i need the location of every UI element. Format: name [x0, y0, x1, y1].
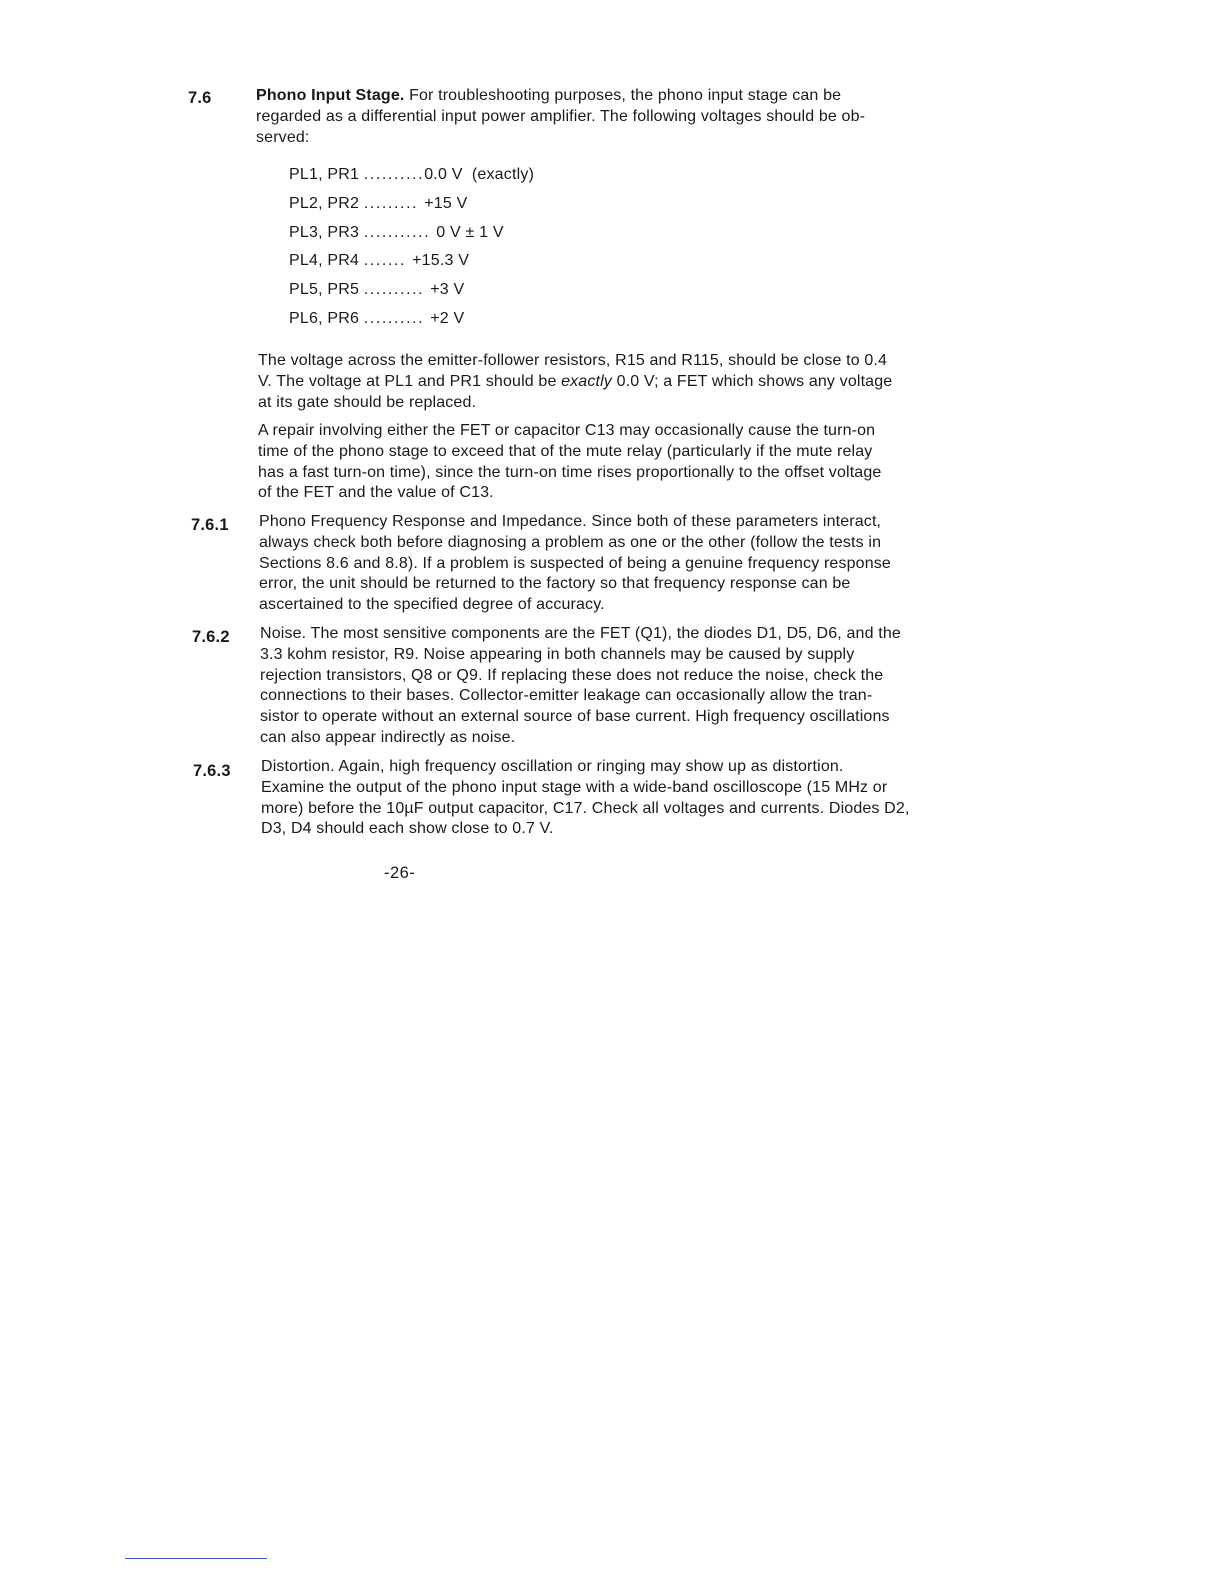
s763-line-3: more) before the 10µF output capacitor, C17. Check all voltages and currents. Diodes D2,: [261, 799, 910, 817]
section-7-6-2-number: 7.6.2: [192, 628, 230, 646]
voltage-value: +15 V: [424, 194, 468, 212]
s763-line-4: D3, D4 should each show close to 0.7 V.: [261, 820, 554, 838]
s763-line-2: Examine the output of the phono input stage with a wide-band oscilloscope (15 MHz or: [261, 778, 888, 796]
s762-line-3: rejection transistors, Q8 or Q9. If replacing these does not reduce the noise, check the: [260, 666, 884, 684]
voltage-row: [289, 251, 709, 280]
para2-line-4: of the FET and the value of C13.: [258, 484, 494, 502]
test-points: PL6, PR6: [289, 309, 360, 327]
s761-line-4: error, the unit should be returned to the factory so that frequency response can be: [259, 575, 851, 593]
voltage-value: 0 V ± 1 V: [436, 223, 504, 241]
s761-line-5: ascertained to the specified degree of accuracy.: [259, 596, 605, 614]
section-7-6-2-text: [260, 624, 980, 749]
intro-line-1: [256, 86, 976, 107]
footer-rule: [125, 1558, 267, 1559]
voltage-list: [289, 165, 709, 338]
para1-line-1: The voltage across the emitter-follower resistors, R15 and R115, should be close to 0.4: [258, 352, 888, 369]
para1-line-2: [258, 372, 970, 393]
section-7-6-intro: [256, 86, 976, 148]
voltage-row: [289, 280, 709, 309]
s761-line-2: always check both before diagnosing a problem as one or the other (follow the tests in: [259, 533, 882, 551]
para2-line-3: has a fast turn-on time), since the turn-on time rises proportionally to the offset voltage: [258, 463, 882, 481]
section-7-6-3-text: [261, 757, 989, 840]
leader-dots: ..........: [363, 309, 431, 327]
test-points: PL4, PR4: [289, 252, 360, 270]
voltage-value: +15.3 V: [412, 252, 470, 270]
leader-dots: .......: [363, 252, 413, 270]
s761-line-3: Sections 8.6 and 8.8). If a problem is suspected of being a genuine frequency response: [259, 554, 891, 572]
intro-line-3: served:: [256, 128, 310, 146]
leader-dots: ..........: [363, 281, 431, 299]
para1-line-2b: 0.0 V; a FET which shows any voltage: [611, 372, 893, 390]
s761-line-1: Phono Frequency Response and Impedance. Since both of these parameters interact,: [259, 513, 882, 530]
voltage-row: [289, 223, 709, 252]
para2-line-2: time of the phono stage to exceed that of the mute relay (particularly if the mute relay: [258, 442, 873, 460]
para1-line-2a: V. The voltage at PL1 and PR1 should be: [258, 372, 562, 390]
intro-line-2: regarded as a differential input power amplifier. The following voltages should be ob-: [256, 107, 866, 125]
intro-line-1-text: For troubleshooting purposes, the phono input stage can be: [404, 87, 842, 104]
leader-dots: .........: [363, 194, 425, 212]
voltage-value: +2 V: [430, 309, 465, 327]
s762-line-6: can also appear indirectly as noise.: [260, 728, 516, 746]
paragraph-repair-fet: [258, 421, 970, 504]
emphasis-exactly: exactly: [561, 372, 612, 390]
s763-line-1: Distortion. Again, high frequency oscillation or ringing may show up as distortion.: [261, 758, 844, 775]
page-number: -26-: [384, 864, 416, 882]
s762-line-4: connections to their bases. Collector-emitter leakage can occasionally allow the tran-: [260, 687, 873, 705]
voltage-row: [289, 194, 709, 223]
para1-line-3: at its gate should be replaced.: [258, 393, 477, 411]
voltage-value: 0.0 V (exactly): [424, 166, 535, 183]
s762-line-2: 3.3 kohm resistor, R9. Noise appearing in both channels may be caused by supply: [260, 645, 855, 663]
voltage-row: [289, 309, 709, 338]
voltage-value: +3 V: [430, 281, 465, 299]
test-points: PL1, PR1: [289, 166, 360, 183]
s762-line-5: sistor to operate without an external source of base current. High frequency oscillations: [260, 708, 890, 726]
leader-dots: ...........: [363, 223, 437, 241]
section-7-6-1-text: [259, 512, 979, 616]
section-7-6-1-number: 7.6.1: [191, 516, 229, 534]
test-points: PL3, PR3: [289, 223, 360, 241]
section-7-6-heading: Phono Input Stage.: [256, 87, 405, 104]
paragraph-emitter-follower: [258, 351, 970, 413]
test-points: PL2, PR2: [289, 194, 360, 212]
s762-line-1: Noise. The most sensitive components are the FET (Q1), the diodes D1, D5, D6, and the: [260, 625, 901, 642]
test-points: PL5, PR5: [289, 281, 360, 299]
para2-line-1: A repair involving either the FET or capacitor C13 may occasionally cause the turn-on: [258, 422, 876, 439]
section-7-6-3-number: 7.6.3: [193, 762, 231, 780]
voltage-row: [289, 165, 709, 194]
section-7-6-number: 7.6: [188, 89, 212, 107]
leader-dots: ..........: [363, 166, 425, 183]
